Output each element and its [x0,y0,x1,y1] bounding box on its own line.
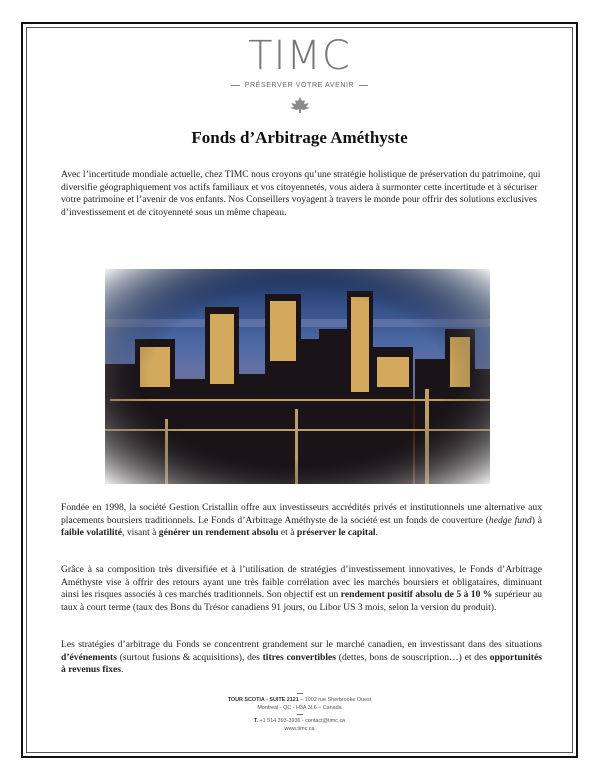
para4-text-3: (dettes, bons de souscription…) et des [336,651,490,663]
maple-leaf-icon [23,97,576,113]
footer [23,691,576,733]
intro-paragraph: Avec l’incertitude mondiale actuelle, chez TIMC nous croyons qu’une stratégie holistique de préservation du patrimoine, qui diversifie géographiquement vos actifs familiaux et vos citoyennetés, vous aidera à surmonter cette incertitude et à sécuriser votre patrimoine et l’avenir de vos enfants. Nos Conseillers voyagent à travers le monde pour offrir des solutions exclusives d’investissement et de citoyenneté sous un même chapeau. [61,169,541,218]
tagline: PRÉSERVER VOTRE AVENIR [244,82,355,89]
para2-text-5: . [375,527,378,538]
para2-text-4: et à [278,527,297,538]
para2-text-2: ) à [531,514,542,526]
logo-wordmark: TIMC [248,33,351,79]
footer-phone-label: T. [253,718,259,724]
document-title: Fonds d’Arbitrage Améthyste [191,128,408,147]
tagline-dash-right [359,85,368,86]
para2-bold-preserve-capital: préserver le capital [296,527,376,538]
para2-italic-hedge-fund: hedge fund [488,514,532,526]
paragraph-fund-description [61,502,542,540]
para4-bold-events: d’événements [61,651,117,663]
para4-text-2: (surtout fusions & acquisitions), des [116,651,263,663]
header-logo [23,33,576,113]
para3-text-2: supérieur au taux à court terme (taux des Bons du Trésor canadiens 91 jours, ou Libor US 3 mois, selon la version du produit). [61,589,542,613]
para3-text-1: Grâce à sa composition très diversifiée et à l’utilisation de stratégies d’investissement innovatives, le Fonds d’Arbitrage Améthyste vise à offrir des retours ayant une très faible corrélation avec les marchés boursiers et obligataires, diminuant ainsi les risques associés à ces marchés traditionnels. Son objectif est un [61,564,542,600]
footer-website-link[interactable]: www.timc.ca [284,726,315,732]
footer-address [23,696,576,704]
paragraph-arbitrage [61,639,542,677]
footer-address-bold: TOUR SCOTIA - SUITE 2121 [227,697,299,703]
footer-separator [297,693,303,694]
para2-text-3: , visant à [122,527,159,538]
para4-text-4: . [121,664,124,675]
tagline-row [23,82,576,89]
footer-phone-email: +1 514 393-3936 - contact@timc.ca [258,718,346,724]
para4-bold-fixed-income: opportunités à revenus fixes [61,651,542,675]
para3-bold-target-return: rendement positif absolu de 5 à 10 % [340,589,493,600]
para2-text-1: Fondée en 1998, la société Gestion Cristallin offre aux investisseurs accrédités privés et institutionnels une alternative aux placements boursiers traditionnels. Le Fonds d’Arbitrage Améthyste de la société est un fonds de couverture ( [61,502,542,526]
footer-contact [23,717,576,725]
para2-bold-low-volatility: faible volatilité [61,527,123,538]
document-page [21,22,578,758]
footer-separator [297,714,303,715]
para4-bold-convertibles: titres convertibles [262,651,337,663]
para2-bold-absolute-return: générer un rendement absolu [158,527,279,538]
footer-city: Montreal - QC - H3A 3L6 – Canada [257,705,342,711]
para4-text-1: Les stratégies d’arbitrage du Fonds se concentrent grandement sur le marché canadien, en investissant dans des situations [61,639,542,650]
footer-address-rest: – 1002 rue Sherbrooke Ouest [298,697,372,703]
paragraph-strategy [61,564,542,614]
tagline-dash-left [231,85,240,86]
city-skyline-photo [105,269,490,484]
